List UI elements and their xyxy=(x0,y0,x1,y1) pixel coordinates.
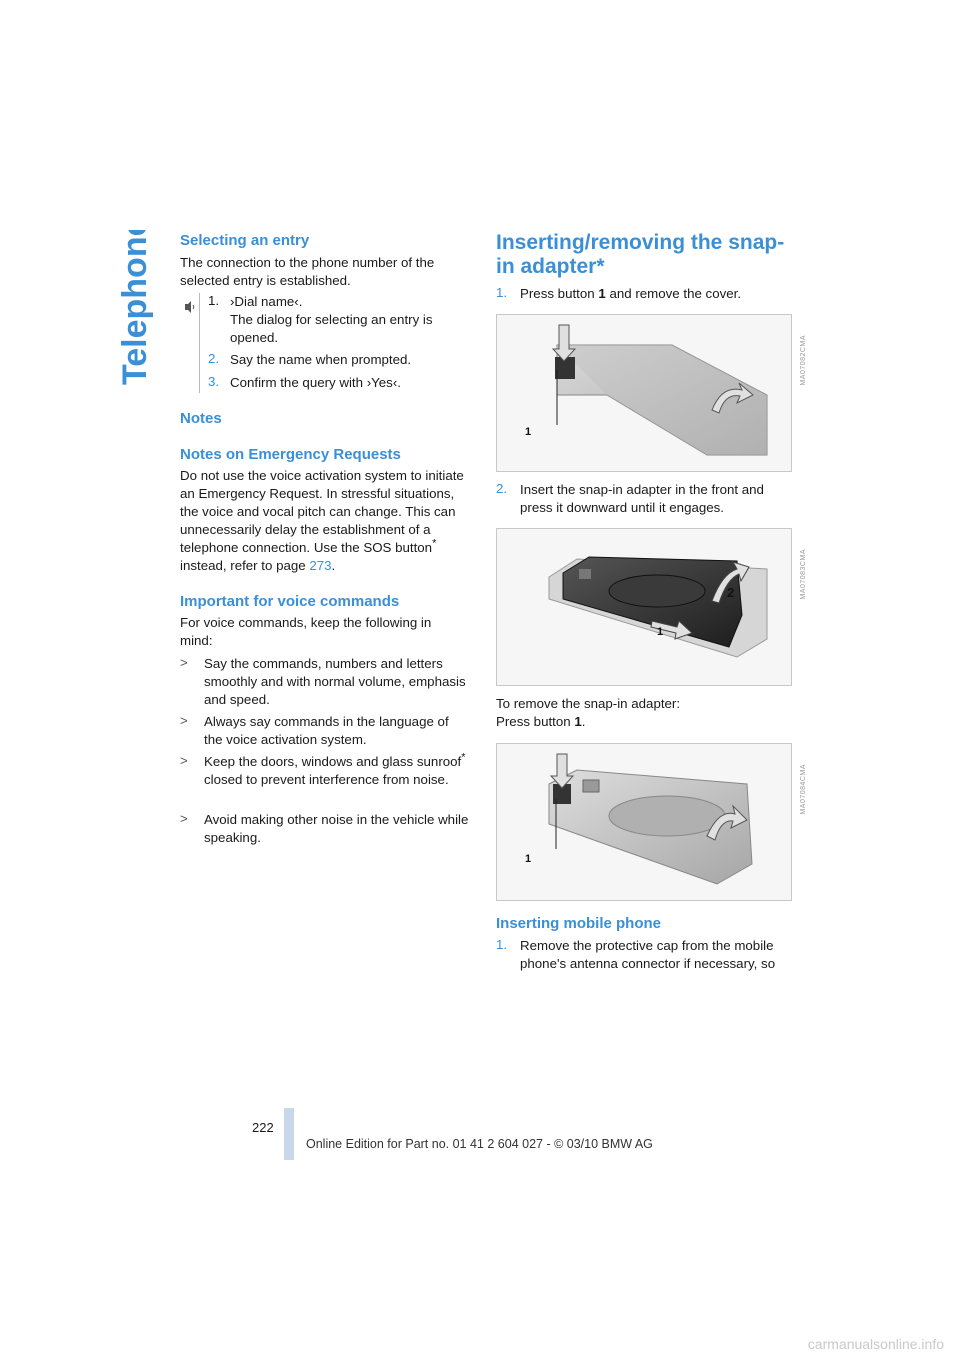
step-number: 2. xyxy=(208,351,220,366)
bullet-2: Always say commands in the language of the voice activation system. xyxy=(204,714,449,747)
optional-equipment-star: * xyxy=(432,537,437,550)
figure-remove-adapter xyxy=(496,743,807,901)
heading-emergency: Notes on Emergency Requests xyxy=(180,446,401,463)
emergency-text xyxy=(180,467,473,575)
selecting-intro: The connection to the phone number of the selected entry is established. xyxy=(180,255,435,288)
footer-edition-note: Online Edition for Part no. 01 41 2 604 027 - © 03/10 BMW AG xyxy=(306,1137,653,1151)
voice-section-divider xyxy=(199,293,200,393)
figure-2-callout-2: 2 xyxy=(727,585,735,600)
bullet-3-tail: closed to prevent interference from noise. xyxy=(204,772,449,787)
figure-code: MA07082CMA xyxy=(800,335,807,386)
step-number: 1. xyxy=(496,937,508,952)
bullet-marker: > xyxy=(180,713,188,728)
figure-code: MA07083CMA xyxy=(800,549,807,600)
figure-3-callout: 1 xyxy=(525,853,532,865)
watermark: carmanualsonline.info xyxy=(807,1336,944,1352)
step-number: 3. xyxy=(208,374,220,389)
emergency-text-main: Do not use the voice activation system to initiate an Emergency Request. In stressful situations, the voice and vocal pitch can change. This can unnecessarily delay the establishment of a telephone connection. Use the SOS button xyxy=(180,468,464,555)
heading-star: * xyxy=(596,255,605,278)
footer-accent-bar xyxy=(284,1108,294,1160)
adapter-step-1-a: Press button xyxy=(520,286,599,301)
mobile-step-1: Remove the protective cap from the mobile phone's antenna connector if necessary, so xyxy=(520,938,776,971)
button-number: 1 xyxy=(598,286,606,301)
remove-intro: To remove the snap-in adapter: xyxy=(496,696,681,711)
page-number: 222 xyxy=(252,1120,274,1135)
adapter-step-1 xyxy=(520,285,790,303)
heading-inserting-mobile-phone: Inserting mobile phone xyxy=(496,915,662,932)
bullet-4: Avoid making other noise in the vehicle while speaking. xyxy=(204,812,469,845)
heading-snap-in-adapter xyxy=(496,231,796,279)
figure-remove-cover xyxy=(496,314,807,472)
step-number: 1. xyxy=(208,293,220,308)
figure-1-callout: 1 xyxy=(525,426,532,438)
step-1-subtext: The dialog for selecting an entry is opened. xyxy=(230,312,433,345)
step-3-text: Confirm the query with ›Yes‹. xyxy=(230,375,401,390)
heading-snap-in-adapter-text: Inserting/removing the snap-in adapter xyxy=(496,231,785,278)
optional-equipment-star: * xyxy=(461,751,466,764)
bullet-3 xyxy=(204,753,469,789)
bullet-marker: > xyxy=(180,655,188,670)
step-2-text: Say the name when prompted. xyxy=(230,352,412,367)
page-reference-link[interactable]: 273 xyxy=(309,558,332,573)
bullet-3-main: Keep the doors, windows and glass sunroof xyxy=(204,754,462,769)
remove-instruction-b: . xyxy=(581,714,586,729)
step-number: 2. xyxy=(496,481,508,496)
emergency-text-ref: instead, refer to page xyxy=(180,558,310,573)
heading-voice-commands: Important for voice commands xyxy=(180,593,400,610)
figure-insert-adapter xyxy=(496,528,807,686)
bullet-marker: > xyxy=(180,753,188,768)
remove-instruction-a: Press button xyxy=(496,714,575,729)
bullet-1: Say the commands, numbers and letters smoothly and with normal volume, emphasis and speed. xyxy=(204,656,466,707)
adapter-step-2: Insert the snap-in adapter in the front and press it downward until it engages. xyxy=(520,482,764,515)
remove-instruction xyxy=(496,713,786,731)
side-section-title xyxy=(114,230,154,390)
emergency-text-end: . xyxy=(331,558,336,573)
voice-command-icon xyxy=(182,300,196,314)
step-1-text: ›Dial name‹. xyxy=(230,294,303,309)
heading-selecting-entry: Selecting an entry xyxy=(180,232,310,249)
figure-code: MA07084CMA xyxy=(800,764,807,815)
figure-2-callout-1: 1 xyxy=(657,626,664,638)
side-title-text: Telephone xyxy=(116,230,154,385)
button-number: 1 xyxy=(574,714,582,729)
adapter-step-1-b: and remove the cover. xyxy=(605,286,742,301)
bullet-marker: > xyxy=(180,811,188,826)
step-number: 1. xyxy=(496,285,508,300)
voice-intro: For voice commands, keep the following in mind: xyxy=(180,615,432,648)
heading-notes: Notes xyxy=(180,410,222,427)
